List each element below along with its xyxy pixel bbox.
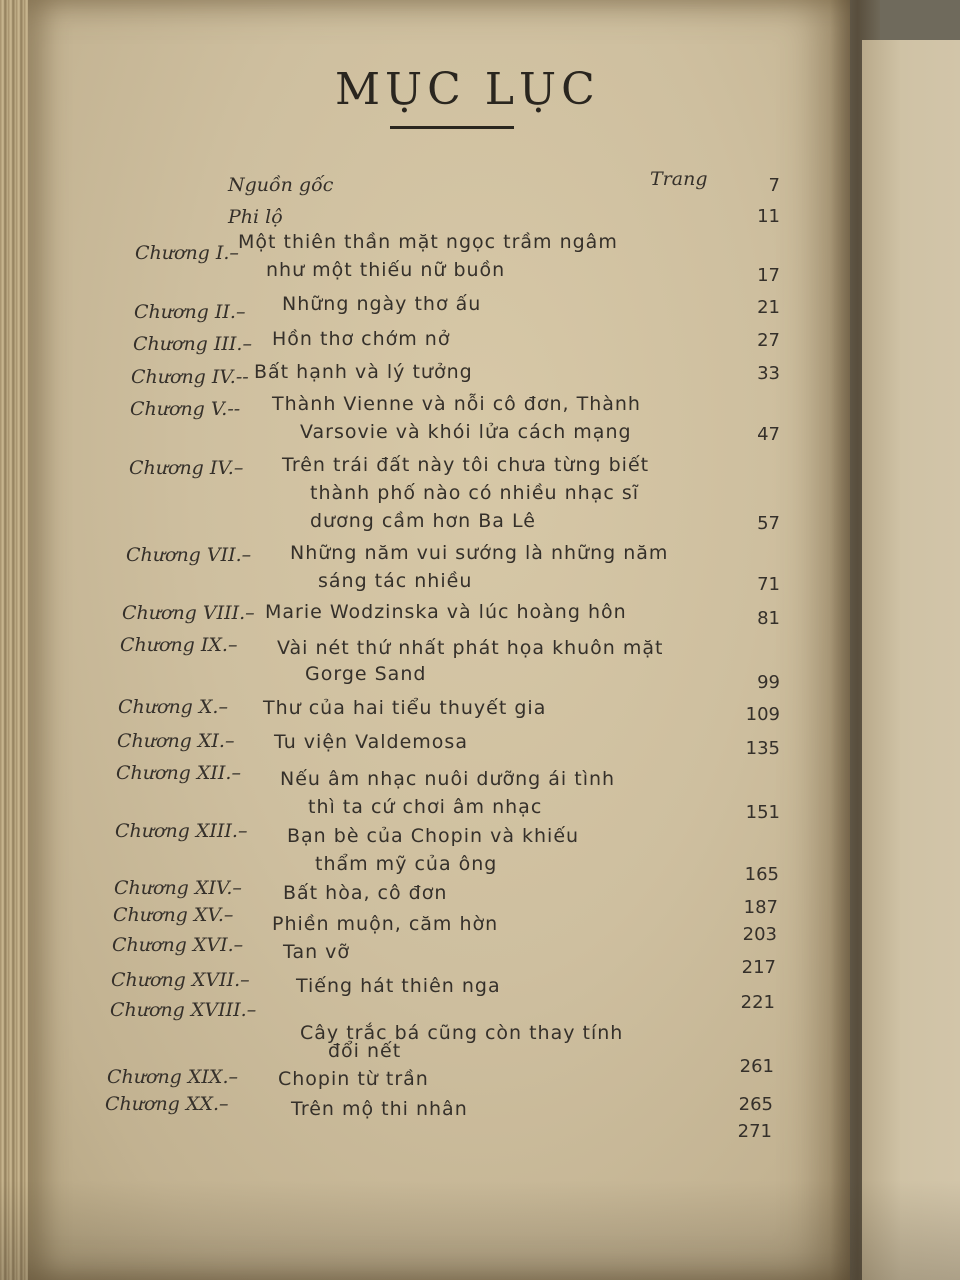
toc-entry-page-number: 57 <box>757 513 780 534</box>
toc-entry-page-number: 217 <box>741 957 776 978</box>
toc-entry-title-line: Tan vỡ <box>283 941 351 963</box>
toc-entry-label: Chương XIII.– <box>115 820 248 842</box>
toc-entry-title-line: Tu viện Valdemosa <box>274 731 468 753</box>
toc-entry-label: Chương XV.– <box>113 904 234 926</box>
toc-entry-title-line: Marie Wodzinska và lúc hoàng hôn <box>265 601 627 623</box>
toc-entry-label: Phi lộ <box>228 206 283 228</box>
toc-entry-label: Chương XI.– <box>117 730 235 752</box>
toc-entry-title-line: Bạn bè của Chopin và khiếu <box>287 825 580 847</box>
toc-entry-title-line: Varsovie và khói lửa cách mạng <box>300 421 632 443</box>
toc-entry-title-line: đổi nết <box>328 1040 402 1062</box>
toc-entry-label: Chương V.-- <box>130 398 241 420</box>
toc-entry-title-line: Chopin từ trần <box>278 1068 429 1090</box>
page-column-label: Trang <box>650 168 708 190</box>
toc-entry-label: Chương XIV.– <box>114 877 242 899</box>
toc-entry-title-line: sáng tác nhiều <box>318 570 473 592</box>
toc-entry-title-line: Gorge Sand <box>305 663 427 685</box>
toc-entry-page-number: 151 <box>745 802 780 823</box>
toc-entry-page-number: 71 <box>757 574 780 595</box>
toc-entry-label: Chương XVI.– <box>112 934 244 956</box>
toc-entry-page-number: 17 <box>757 265 780 286</box>
toc-entry-label: Nguồn gốc <box>228 174 334 196</box>
toc-entry-title-line: Phiền muộn, căm hờn <box>272 913 499 935</box>
toc-entry-label: Chương XVIII.– <box>110 999 257 1021</box>
toc-entry-label: Chương IX.– <box>120 634 238 656</box>
toc-entry-title-line: Trên mộ thi nhân <box>291 1098 468 1120</box>
toc-entry-title-line: Một thiên thần mặt ngọc trầm ngâm <box>238 231 618 253</box>
toc-entry-label: Chương XX.– <box>105 1093 229 1115</box>
toc-entry-label: Chương II.– <box>134 301 246 323</box>
toc-entry-title-line: Nếu âm nhạc nuôi dưỡng ái tình <box>280 768 616 790</box>
toc-entry-title-line: Thư của hai tiểu thuyết gia <box>263 697 547 719</box>
toc-entry-page-number: 11 <box>757 206 780 227</box>
toc-entry-label: Chương IV.– <box>129 457 244 479</box>
toc-entry-page-number: 109 <box>745 704 780 725</box>
toc-entry-label: Chương VIII.– <box>122 602 255 624</box>
toc-entry-title-line: thì ta cứ chơi âm nhạc <box>308 796 543 818</box>
toc-entry-page-number: 265 <box>738 1094 773 1115</box>
toc-entry-title-line: dương cầm hơn Ba Lê <box>310 510 536 532</box>
toc-entry-label: Chương IV.-- <box>131 366 249 388</box>
toc-entry-label: Chương XII.– <box>116 762 241 784</box>
toc-entry-page-number: 165 <box>744 864 779 885</box>
toc-entry-page-number: 271 <box>737 1121 772 1142</box>
toc-entry-title-line: Cây trắc bá cũng còn thay tính <box>300 1022 624 1044</box>
toc-entry-page-number: 203 <box>742 924 777 945</box>
toc-entry-page-number: 135 <box>745 738 780 759</box>
toc-entry-title-line: Những năm vui sướng là những năm <box>290 542 669 564</box>
toc-entry-title-line: Những ngày thơ ấu <box>282 293 482 315</box>
toc-entry-page-number: 187 <box>743 897 778 918</box>
toc-entry-page-number: 33 <box>757 363 780 384</box>
toc-entry-title-line: Bất hạnh và lý tưởng <box>254 361 473 383</box>
toc-entry-page-number: 47 <box>757 424 780 445</box>
toc-entry-page-number: 27 <box>757 330 780 351</box>
toc-entry-title-line: Thành Vienne và nỗi cô đơn, Thành <box>272 393 641 415</box>
toc-entry-title-line: Hồn thơ chớm nở <box>272 328 451 350</box>
toc-entry-label: Chương X.– <box>118 696 228 718</box>
toc-entry-page-number: 81 <box>757 608 780 629</box>
toc-entry-title-line: Bất hòa, cô đơn <box>283 882 448 904</box>
toc-entry-title-line: Tiếng hát thiên nga <box>296 975 501 997</box>
toc-entry-title-line: thành phố nào có nhiều nhạc sĩ <box>310 482 640 504</box>
toc-entry-page-number: 99 <box>757 672 780 693</box>
toc-entry-title-line: Vài nét thứ nhất phát họa khuôn mặt <box>277 637 664 659</box>
toc-entry-label: Chương XIX.– <box>107 1066 238 1088</box>
page-title: MỤC LỤC <box>335 64 600 115</box>
toc-entry-page-number: 7 <box>768 175 780 196</box>
toc-entry-title-line: như một thiếu nữ buồn <box>266 259 506 281</box>
toc-entry-label: Chương VII.– <box>126 544 252 566</box>
toc-entry-page-number: 221 <box>740 992 775 1013</box>
toc-entry-page-number: 261 <box>739 1056 774 1077</box>
toc-entry-title-line: thẩm mỹ của ông <box>315 853 498 875</box>
toc-entry-label: Chương III.– <box>133 333 252 355</box>
toc-entry-label: Chương XVII.– <box>111 969 250 991</box>
toc-entry-page-number: 21 <box>757 297 780 318</box>
toc-entry-label: Chương I.– <box>135 242 239 264</box>
toc-entry-title-line: Trên trái đất này tôi chưa từng biết <box>282 454 650 476</box>
